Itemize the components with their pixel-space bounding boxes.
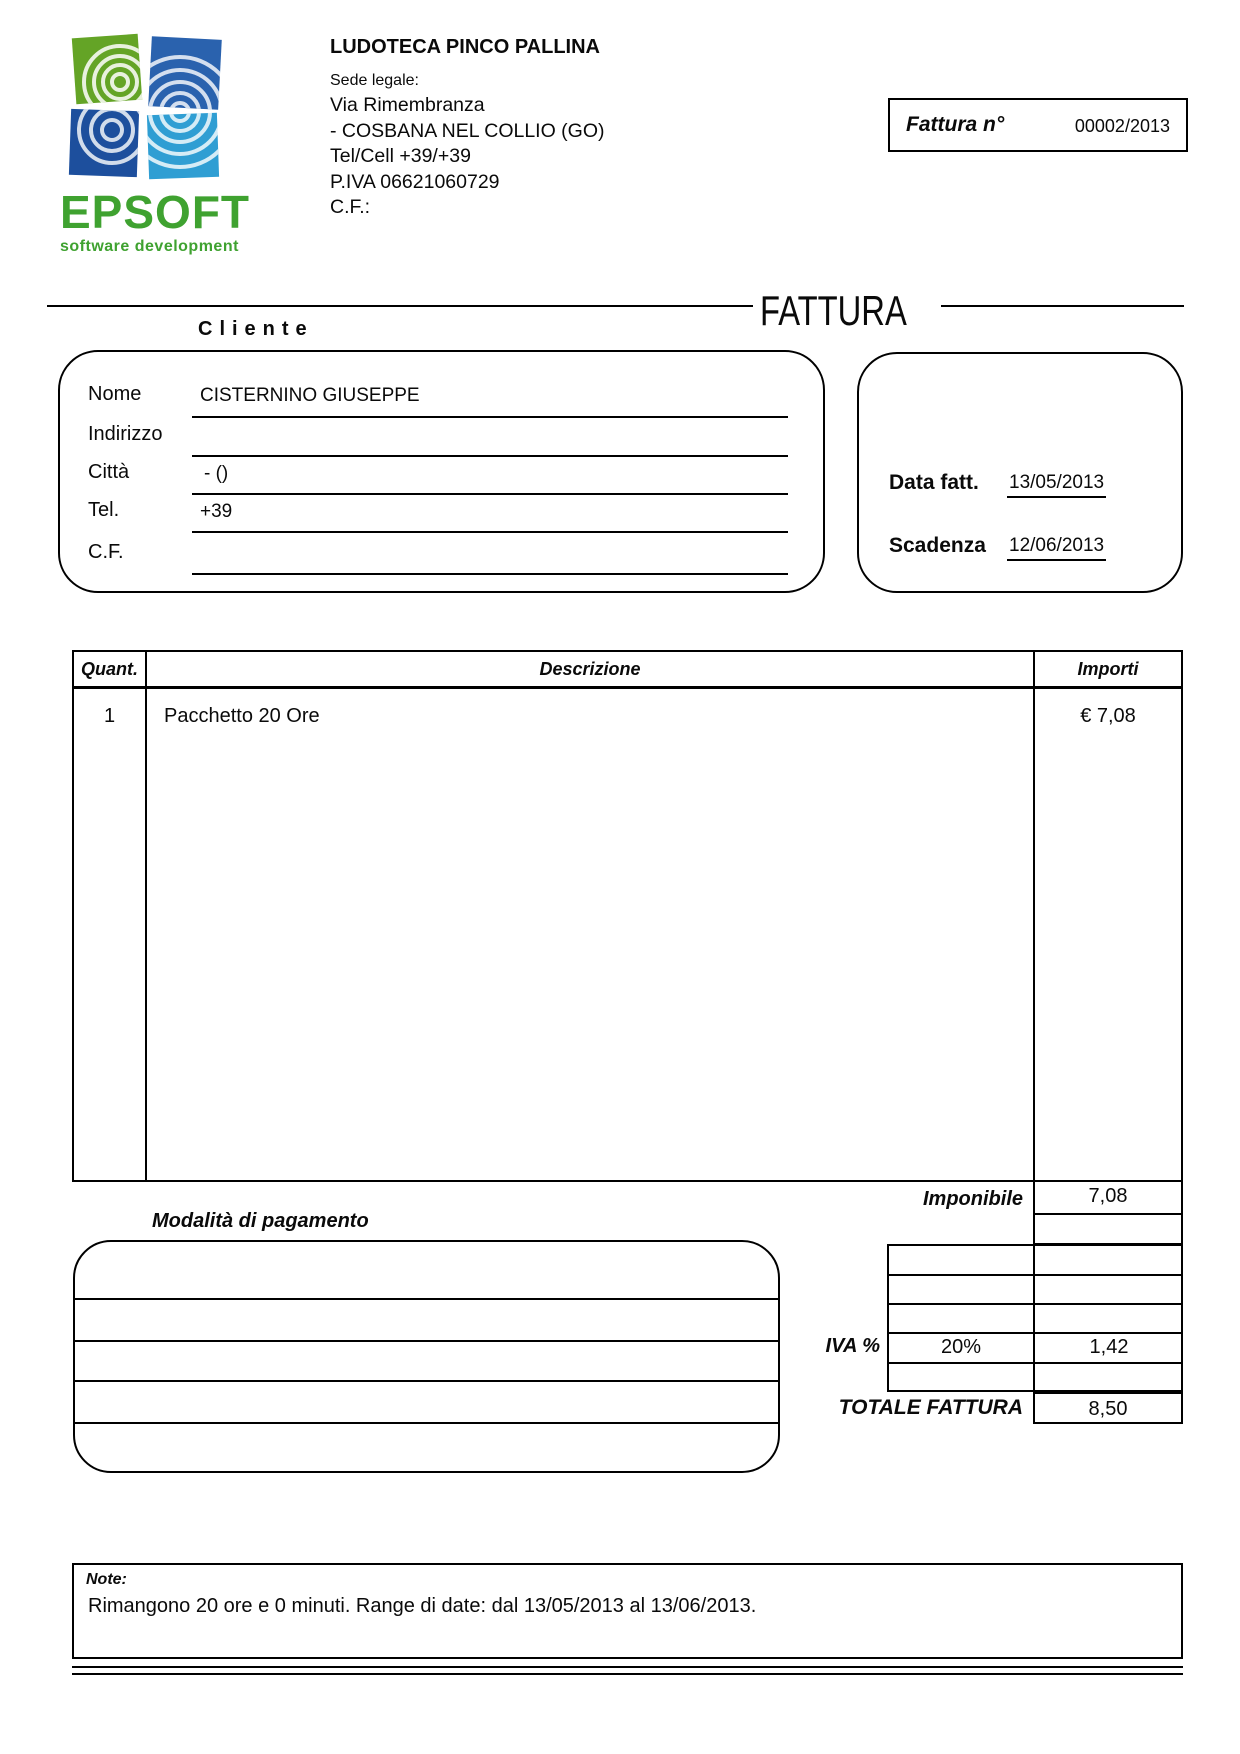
client-field-underline bbox=[192, 416, 788, 418]
client-field-underline bbox=[192, 493, 788, 495]
payment-line bbox=[75, 1380, 778, 1382]
footer-rule bbox=[72, 1666, 1183, 1668]
invoice-number-box bbox=[888, 98, 1188, 152]
client-field-value-citta: - () bbox=[204, 463, 229, 484]
iva-grid bbox=[887, 1244, 1183, 1392]
client-field-label-nome: Nome bbox=[88, 383, 142, 405]
title-divider-right bbox=[941, 305, 1184, 307]
company-address-line: Tel/Cell +39/+39 bbox=[330, 145, 471, 167]
client-field-underline bbox=[192, 573, 788, 575]
iva-amount-cell: 1,42 bbox=[1089, 1336, 1129, 1358]
company-logo bbox=[60, 30, 251, 255]
company-address-line: Via Rimembranza bbox=[330, 94, 485, 116]
company-address-line: P.IVA 06621060729 bbox=[330, 170, 500, 193]
table-header-divider bbox=[74, 686, 1181, 689]
column-header-quantity: Quant. bbox=[81, 659, 138, 679]
empty-total-cell bbox=[1033, 1215, 1183, 1245]
due-date-label: Scadenza bbox=[889, 534, 986, 557]
payment-box bbox=[73, 1240, 780, 1473]
iva-grid-line bbox=[889, 1362, 1181, 1364]
client-field-label-indirizzo: Indirizzo bbox=[88, 423, 163, 445]
iva-grid-line bbox=[889, 1274, 1181, 1276]
payment-heading: Modalità di pagamento bbox=[152, 1210, 369, 1232]
invoice-number-label: Fattura n° bbox=[906, 113, 1005, 136]
column-header-description: Descrizione bbox=[539, 659, 641, 679]
brand-tagline: software development bbox=[60, 238, 239, 255]
client-field-underline bbox=[192, 531, 788, 533]
imponibile-value-cell: 7,08 bbox=[1033, 1180, 1183, 1215]
client-field-label-tel: Tel. bbox=[88, 499, 120, 521]
table-column-divider bbox=[1033, 652, 1035, 1180]
dates-box bbox=[857, 352, 1183, 593]
notes-box bbox=[72, 1563, 1183, 1659]
company-address-line: C.F.: bbox=[330, 196, 371, 218]
iva-grid-line bbox=[889, 1332, 1181, 1334]
client-field-underline bbox=[192, 455, 788, 457]
total-value-cell: 8,50 bbox=[1033, 1392, 1183, 1424]
imponibile-label: Imponibile bbox=[923, 1188, 1023, 1210]
iva-grid-line bbox=[889, 1303, 1181, 1305]
company-name: LUDOTECA PINCO PALLINA bbox=[330, 36, 600, 58]
payment-line bbox=[75, 1340, 778, 1342]
company-address-line: - COSBANA NEL COLLIO (GO) bbox=[330, 119, 605, 142]
client-field-value-nome: CISTERNINO GIUSEPPE bbox=[200, 385, 420, 406]
iva-grid-divider bbox=[1033, 1246, 1035, 1390]
page-title: FATTURA bbox=[760, 287, 907, 334]
client-field-value-tel: +39 bbox=[200, 501, 233, 522]
notes-label: Note: bbox=[86, 1571, 127, 1588]
client-heading: Cliente bbox=[198, 318, 314, 340]
invoice-date-label: Data fatt. bbox=[889, 471, 979, 494]
column-header-amount: Importi bbox=[1077, 659, 1139, 679]
due-date-value: 12/06/2013 bbox=[1007, 535, 1106, 561]
items-table bbox=[72, 650, 1183, 1182]
company-address-line: Sede legale: bbox=[330, 72, 419, 89]
iva-label: IVA % bbox=[825, 1335, 880, 1357]
title-divider-left bbox=[47, 305, 753, 307]
iva-rate-cell: 20% bbox=[940, 1336, 982, 1358]
company-info bbox=[330, 36, 760, 221]
payment-line bbox=[75, 1298, 778, 1300]
client-field-label-cf: C.F. bbox=[88, 541, 124, 563]
logo-swirl-squares-icon bbox=[60, 30, 232, 182]
payment-line bbox=[75, 1422, 778, 1424]
client-box bbox=[58, 350, 825, 593]
invoice-number-value: 00002/2013 bbox=[1074, 116, 1170, 136]
item-amount: € 7,08 bbox=[1080, 705, 1136, 727]
item-description: Pacchetto 20 Ore bbox=[164, 705, 320, 727]
table-column-divider bbox=[145, 652, 147, 1180]
client-field-label-citta: Città bbox=[88, 461, 130, 483]
invoice-date-value: 13/05/2013 bbox=[1007, 472, 1106, 498]
footer-rule bbox=[72, 1673, 1183, 1675]
item-quantity: 1 bbox=[103, 705, 116, 727]
notes-text: Rimangono 20 ore e 0 minuti. Range di date: dal 13/05/2013 al 13/06/2013. bbox=[88, 1595, 757, 1617]
brand-name: EPSOFT bbox=[60, 186, 251, 238]
total-label: TOTALE FATTURA bbox=[838, 1396, 1023, 1419]
